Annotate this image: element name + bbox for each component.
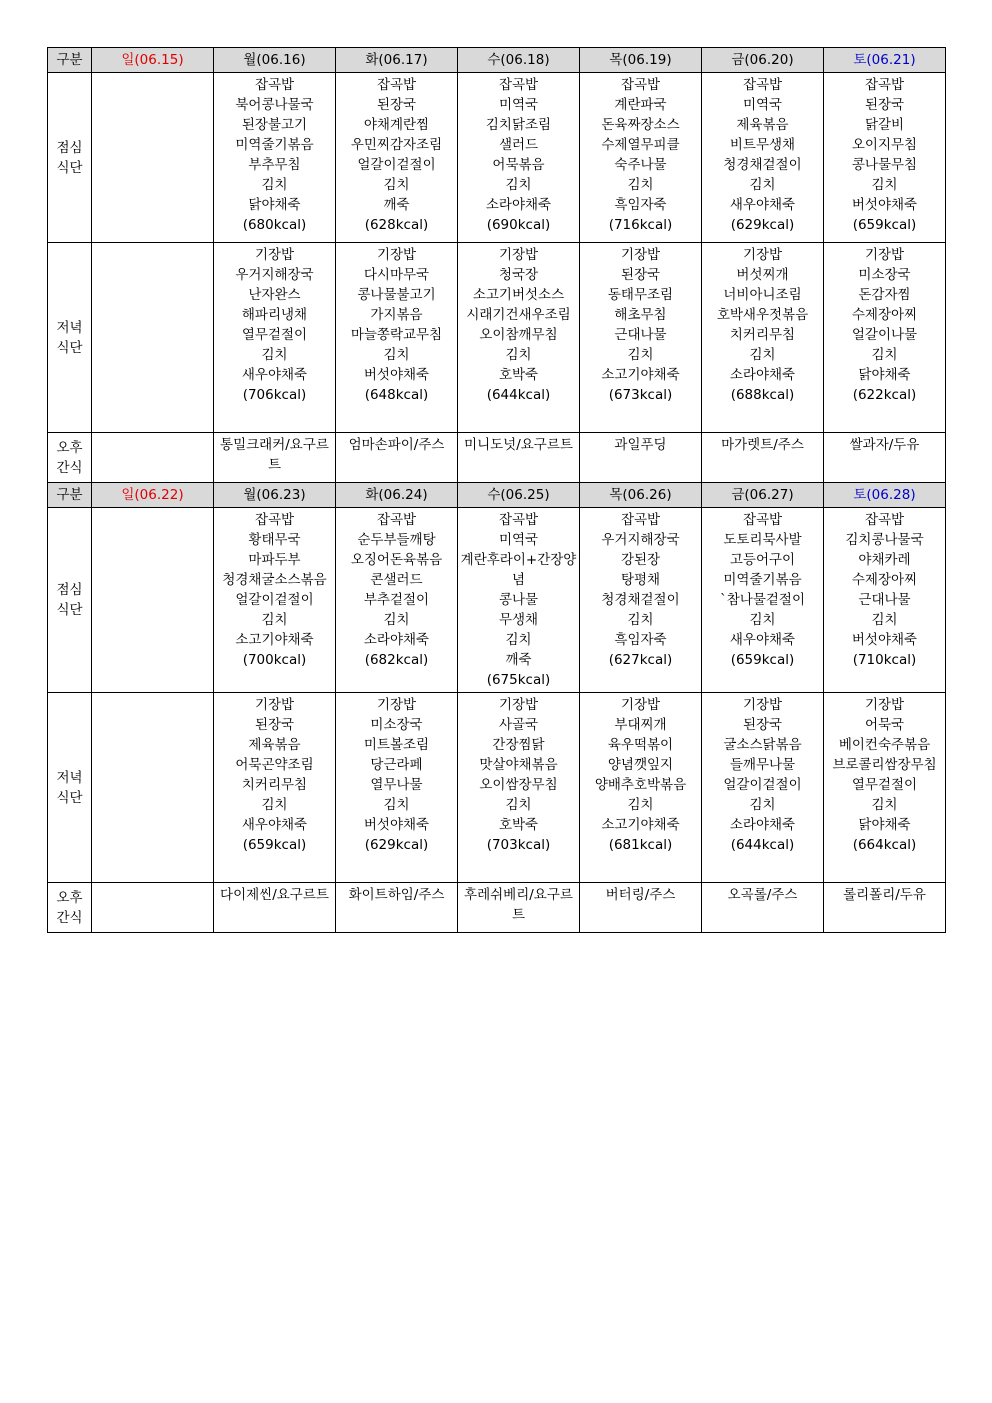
lunch-menu-item: 비트무생채: [729, 137, 796, 153]
dinner-menu-item: 맛살야채볶음: [479, 757, 558, 773]
dinner-menu-item: 김치: [383, 797, 410, 813]
dinner-menu-item: 김치: [505, 797, 532, 813]
lunch-menu-item: 닭갈비: [864, 117, 905, 133]
dinner-menu-item: 김치: [871, 347, 898, 363]
lunch-menu-item: 제육볶음: [736, 117, 789, 133]
lunch-cell-fri: [702, 73, 824, 243]
dinner-menu-item: 김치: [383, 347, 410, 363]
lunch-menu-item: 김치: [749, 612, 776, 628]
lunch-menu-item: 된장국: [864, 97, 905, 113]
lunch-menu-item: 잡곡밥: [254, 77, 295, 93]
lunch-menu-item: 김치: [871, 612, 898, 628]
dinner-cell-thu: [580, 693, 702, 883]
dinner-menu-item: 해파리냉채: [241, 307, 308, 323]
dinner-menu-item: 해초무침: [614, 307, 667, 323]
lunch-menu-item: 청경채굴소스볶음: [222, 572, 327, 588]
dinner-menu-item: 닭야채죽: [858, 367, 911, 383]
dinner-cell-fri: [702, 243, 824, 433]
dinner-menu-item: 열무겉절이: [241, 327, 308, 343]
dinner-menu-item: 버섯야채죽: [363, 367, 430, 383]
lunch-menu-item: (659kcal): [730, 652, 795, 668]
lunch-menu-item: 콩나물무침: [851, 157, 918, 173]
snack-cell-thu: 버터링/주스: [580, 883, 702, 933]
lunch-label: [48, 508, 92, 693]
dinner-menu-item: 얼갈이겉절이: [723, 777, 802, 793]
dinner-menu-item: 어묵곤약조림: [235, 757, 314, 773]
day-header-thu: 목(06.26): [580, 483, 702, 508]
dinner-menu-item: (681kcal): [608, 837, 673, 853]
dinner-menu-item: 기장밥: [864, 697, 905, 713]
lunch-menu-item: 야채계란찜: [363, 117, 430, 133]
dinner-menu-item: 동태무조림: [607, 287, 674, 303]
snack-cell-fri: 마가렛트/주스: [702, 433, 824, 483]
lunch-menu-item: 잡곡밥: [376, 512, 417, 528]
dinner-menu-item: 너비아니조림: [723, 287, 802, 303]
dinner-menu-item: 청국장: [498, 267, 539, 283]
dinner-menu-item: 미소장국: [858, 267, 911, 283]
dinner-menu-item: 기장밥: [620, 697, 661, 713]
dinner-menu-item: 된장국: [254, 717, 295, 733]
column-label-header: 구분: [48, 48, 92, 73]
lunch-row: [48, 508, 946, 693]
snack-cell-sun: [92, 433, 214, 483]
dinner-cell-sat: [824, 693, 946, 883]
lunch-menu-item: 강된장: [620, 552, 661, 568]
dinner-cell-mon: [214, 243, 336, 433]
day-header-tue: 화(06.17): [336, 48, 458, 73]
dinner-label: [48, 693, 92, 883]
dinner-menu-item: 기장밥: [498, 697, 539, 713]
dinner-menu-item: 브로콜리쌈장무침: [832, 757, 937, 773]
dinner-menu-item: 김치: [261, 797, 288, 813]
day-header-sun: 일(06.15): [92, 48, 214, 73]
lunch-menu-item: 김치닭조림: [485, 117, 552, 133]
dinner-menu-item: 근대나물: [614, 327, 667, 343]
day-header-sat: 토(06.28): [824, 483, 946, 508]
lunch-menu-item: 무생채: [498, 612, 539, 628]
dinner-menu-item: 된장국: [620, 267, 661, 283]
dinner-menu-item: 기장밥: [620, 247, 661, 263]
lunch-menu-item: 김치: [627, 612, 654, 628]
dinner-menu-item: 기장밥: [498, 247, 539, 263]
dinner-menu-item: 가지볶음: [370, 307, 423, 323]
dinner-menu-item: (644kcal): [486, 387, 551, 403]
lunch-menu-item: (710kcal): [852, 652, 917, 668]
lunch-menu-item: (675kcal): [486, 672, 551, 688]
dinner-menu-item: 김치: [505, 347, 532, 363]
dinner-menu-item: 시래기건새우조림: [466, 307, 571, 323]
dinner-menu-item: 양배추호박볶음: [594, 777, 687, 793]
lunch-menu-item: 황태무국: [248, 532, 301, 548]
lunch-menu-item: (716kcal): [608, 217, 673, 233]
lunch-cell-sat: [824, 508, 946, 693]
dinner-menu-item: 호박죽: [498, 367, 539, 383]
lunch-menu-item: 김치: [627, 177, 654, 193]
dinner-menu-item: 호박죽: [498, 817, 539, 833]
day-header-wed: 수(06.18): [458, 48, 580, 73]
dinner-label: [48, 243, 92, 433]
dinner-menu-item: 닭야채죽: [858, 817, 911, 833]
dinner-label-text: 저녁: [56, 769, 83, 786]
lunch-menu-item: 소라야채죽: [485, 197, 552, 213]
dinner-menu-item: (673kcal): [608, 387, 673, 403]
dinner-menu-item: 들깨무나물: [729, 757, 796, 773]
dinner-menu-item: 버섯찌개: [736, 267, 789, 283]
lunch-cell-mon: [214, 73, 336, 243]
lunch-menu-item: 콩나물: [498, 592, 539, 608]
lunch-menu-item: 미역줄기볶음: [723, 572, 802, 588]
week-header-row: [48, 483, 946, 508]
lunch-menu-item: 도토리묵사발: [723, 532, 802, 548]
lunch-cell-sat: [824, 73, 946, 243]
lunch-menu-item: 부추겉절이: [363, 592, 430, 608]
lunch-cell-tue: [336, 508, 458, 693]
dinner-menu-item: 어묵국: [864, 717, 905, 733]
dinner-label-text: 저녁: [56, 319, 83, 336]
lunch-menu-item: 흑임자죽: [614, 632, 667, 648]
lunch-menu-item: 버섯야채죽: [851, 632, 918, 648]
dinner-menu-item: 소라야채죽: [729, 367, 796, 383]
lunch-menu-item: 김치: [749, 177, 776, 193]
snack-cell-tue: 엄마손파이/주스: [336, 433, 458, 483]
dinner-menu-item: 김치: [627, 347, 654, 363]
lunch-menu-item: 새우야채죽: [729, 632, 796, 648]
lunch-menu-item: 잡곡밥: [254, 512, 295, 528]
meal-plan-table: [47, 47, 946, 933]
lunch-menu-item: (627kcal): [608, 652, 673, 668]
lunch-cell-thu: [580, 73, 702, 243]
day-header-fri: 금(06.20): [702, 48, 824, 73]
dinner-menu-item: 새우야채죽: [241, 367, 308, 383]
day-header-sun: 일(06.22): [92, 483, 214, 508]
dinner-menu-item: 기장밥: [254, 697, 295, 713]
snack-row: [48, 433, 946, 483]
lunch-menu-item: 버섯야채죽: [851, 197, 918, 213]
lunch-cell-fri: [702, 508, 824, 693]
lunch-label-text: 식단: [56, 159, 83, 176]
dinner-cell-wed: [458, 243, 580, 433]
dinner-menu-item: 기장밥: [742, 697, 783, 713]
lunch-menu-item: (680kcal): [242, 217, 307, 233]
dinner-menu-item: 김치: [627, 797, 654, 813]
snack-cell-thu: 과일푸딩: [580, 433, 702, 483]
dinner-menu-item: 소고기버섯소스: [472, 287, 565, 303]
day-header-thu: 목(06.19): [580, 48, 702, 73]
dinner-cell-sun: [92, 243, 214, 433]
dinner-menu-item: 열무나물: [370, 777, 423, 793]
dinner-menu-item: 소고기야채죽: [601, 367, 680, 383]
lunch-menu-item: 닭야채죽: [248, 197, 301, 213]
lunch-menu-item: 잡곡밥: [620, 77, 661, 93]
dinner-cell-wed: [458, 693, 580, 883]
dinner-menu-item: 호박새우젓볶음: [716, 307, 809, 323]
dinner-menu-item: 미트볼조림: [363, 737, 430, 753]
snack-label-text: 간식: [56, 909, 83, 926]
lunch-menu-item: 미역줄기볶음: [235, 137, 314, 153]
dinner-label-text: 식단: [56, 789, 83, 806]
day-header-tue: 화(06.24): [336, 483, 458, 508]
lunch-menu-item: 돈육짜장소스: [601, 117, 680, 133]
dinner-menu-item: 난자완스: [248, 287, 301, 303]
dinner-menu-item: (644kcal): [730, 837, 795, 853]
dinner-cell-sat: [824, 243, 946, 433]
lunch-menu-item: (682kcal): [364, 652, 429, 668]
dinner-menu-item: 마늘쫑락교무침: [350, 327, 443, 343]
week-header-row: [48, 48, 946, 73]
lunch-menu-item: 얼갈이겉절이: [235, 592, 314, 608]
dinner-menu-item: 김치: [749, 797, 776, 813]
lunch-menu-item: 순두부들깨탕: [357, 532, 436, 548]
lunch-menu-item: 얼갈이겉절이: [357, 157, 436, 173]
dinner-menu-item: 기장밥: [742, 247, 783, 263]
dinner-menu-item: 오이참깨무침: [479, 327, 558, 343]
lunch-menu-item: 샐러드: [498, 137, 539, 153]
lunch-cell-tue: [336, 73, 458, 243]
dinner-menu-item: 김치: [749, 347, 776, 363]
lunch-menu-item: 계란파국: [614, 97, 667, 113]
dinner-menu-item: 오이쌈장무침: [479, 777, 558, 793]
lunch-menu-item: 김치: [383, 177, 410, 193]
dinner-menu-item: 기장밥: [376, 247, 417, 263]
lunch-menu-item: 탕평채: [620, 572, 661, 588]
lunch-menu-item: 어묵볶음: [492, 157, 545, 173]
lunch-menu-item: 잡곡밥: [742, 77, 783, 93]
snack-label-text: 오후: [56, 439, 83, 456]
lunch-menu-item: 콘샐러드: [370, 572, 423, 588]
dinner-menu-item: 부대찌개: [614, 717, 667, 733]
lunch-menu-item: 마파두부: [248, 552, 301, 568]
dinner-menu-item: 소고기야채죽: [601, 817, 680, 833]
dinner-menu-item: 치커리무침: [241, 777, 308, 793]
dinner-menu-item: (688kcal): [730, 387, 795, 403]
lunch-row: [48, 73, 946, 243]
dinner-menu-item: 간장찜닭: [492, 737, 545, 753]
lunch-cell-sun: [92, 73, 214, 243]
dinner-cell-sun: [92, 693, 214, 883]
dinner-menu-item: 김치: [261, 347, 288, 363]
dinner-menu-item: 기장밥: [376, 697, 417, 713]
lunch-menu-item: 오징어돈육볶음: [350, 552, 443, 568]
lunch-cell-wed: [458, 73, 580, 243]
lunch-cell-thu: [580, 508, 702, 693]
dinner-menu-item: 버섯야채죽: [363, 817, 430, 833]
lunch-menu-item: 청경채겉절이: [601, 592, 680, 608]
dinner-cell-fri: [702, 693, 824, 883]
dinner-cell-thu: [580, 243, 702, 433]
column-label-header: 구분: [48, 483, 92, 508]
lunch-menu-item: 근대나물: [858, 592, 911, 608]
dinner-menu-item: 다시마무국: [363, 267, 430, 283]
dinner-cell-tue: [336, 693, 458, 883]
lunch-label-text: 식단: [56, 602, 83, 618]
lunch-cell-mon: [214, 508, 336, 693]
dinner-menu-item: (703kcal): [486, 837, 551, 853]
lunch-menu-item: 잡곡밥: [742, 512, 783, 528]
snack-cell-wed: 미니도넛/요구르트: [458, 433, 580, 483]
dinner-menu-item: 돈감자찜: [858, 287, 911, 303]
lunch-menu-item: 잡곡밥: [376, 77, 417, 93]
lunch-menu-item: 새우야채죽: [729, 197, 796, 213]
lunch-menu-item: 깨죽: [383, 197, 410, 213]
lunch-menu-item: 김치: [505, 177, 532, 193]
dinner-label-text: 식단: [56, 339, 83, 356]
lunch-menu-item: 잡곡밥: [620, 512, 661, 528]
lunch-menu-item: 미역국: [498, 532, 539, 548]
dinner-menu-item: (659kcal): [242, 837, 307, 853]
dinner-menu-item: (629kcal): [364, 837, 429, 853]
lunch-menu-item: 잡곡밥: [864, 77, 905, 93]
snack-label: [48, 883, 92, 933]
dinner-menu-item: (648kcal): [364, 387, 429, 403]
snack-label-text: 오후: [56, 889, 83, 906]
lunch-menu-item: 수제열무피클: [601, 137, 680, 153]
lunch-menu-item: 고등어구이: [729, 552, 796, 568]
lunch-menu-item: 잡곡밥: [498, 77, 539, 93]
dinner-row: [48, 693, 946, 883]
lunch-label-text: 점심: [56, 139, 83, 156]
lunch-menu-item: 오이지무침: [851, 137, 918, 153]
dinner-menu-item: 소라야채죽: [729, 817, 796, 833]
lunch-menu-item: 북어콩나물국: [235, 97, 314, 113]
dinner-menu-item: 우거지해장국: [235, 267, 314, 283]
dinner-menu-item: 새우야채죽: [241, 817, 308, 833]
lunch-menu-item: `참나물겉절이: [720, 592, 805, 608]
lunch-menu-item: 미역국: [498, 97, 539, 113]
lunch-menu-item: 청경채겉절이: [723, 157, 802, 173]
dinner-cell-mon: [214, 693, 336, 883]
day-header-wed: 수(06.25): [458, 483, 580, 508]
dinner-menu-item: 당근라페: [370, 757, 423, 773]
snack-cell-fri: 오곡롤/주스: [702, 883, 824, 933]
snack-cell-tue: 화이트하임/주스: [336, 883, 458, 933]
lunch-menu-item: (690kcal): [486, 217, 551, 233]
dinner-menu-item: 베이컨숙주볶음: [838, 737, 931, 753]
snack-cell-wed: 후레쉬베리/요구르트: [458, 883, 580, 933]
dinner-menu-item: 기장밥: [254, 247, 295, 263]
lunch-menu-item: 야채카레: [858, 552, 911, 568]
dinner-row: [48, 243, 946, 433]
lunch-cell-wed: [458, 508, 580, 693]
dinner-menu-item: (706kcal): [242, 387, 307, 403]
lunch-menu-item: 흑임자죽: [614, 197, 667, 213]
lunch-menu-item: 계란후라이+간장양념: [460, 552, 577, 588]
snack-cell-sat: 쌀과자/두유: [824, 433, 946, 483]
dinner-menu-item: (664kcal): [852, 837, 917, 853]
dinner-menu-item: 얼갈이나물: [851, 327, 918, 343]
dinner-cell-tue: [336, 243, 458, 433]
dinner-menu-item: 수제장아찌: [851, 307, 918, 323]
day-header-mon: 월(06.23): [214, 483, 336, 508]
dinner-menu-item: 된장국: [742, 717, 783, 733]
lunch-menu-item: 소라야채죽: [363, 632, 430, 648]
snack-label: [48, 433, 92, 483]
lunch-menu-item: 된장불고기: [241, 117, 308, 133]
lunch-menu-item: (629kcal): [730, 217, 795, 233]
snack-cell-mon: 다이제씬/요구르트: [214, 883, 336, 933]
snack-label-text: 간식: [56, 459, 83, 476]
lunch-menu-item: 김치: [505, 632, 532, 648]
lunch-menu-item: (628kcal): [364, 217, 429, 233]
lunch-menu-item: 김치: [383, 612, 410, 628]
dinner-menu-item: 기장밥: [864, 247, 905, 263]
dinner-menu-item: 양념깻잎지: [607, 757, 674, 773]
lunch-menu-item: 소고기야채죽: [235, 632, 314, 648]
lunch-menu-item: 잡곡밥: [864, 512, 905, 528]
lunch-menu-item: 우거지해장국: [601, 532, 680, 548]
lunch-menu-item: (659kcal): [852, 217, 917, 233]
day-header-sat: 토(06.21): [824, 48, 946, 73]
lunch-menu-item: 미역국: [742, 97, 783, 113]
dinner-menu-item: 콩나물불고기: [357, 287, 436, 303]
dinner-menu-item: 미소장국: [370, 717, 423, 733]
dinner-menu-item: 치커리무침: [729, 327, 796, 343]
meal-plan-body: [48, 48, 946, 933]
snack-row: [48, 883, 946, 933]
dinner-menu-item: 제육볶음: [248, 737, 301, 753]
lunch-menu-item: 우민찌감자조림: [350, 137, 443, 153]
lunch-menu-item: 김치콩나물국: [845, 532, 924, 548]
lunch-cell-sun: [92, 508, 214, 693]
lunch-menu-item: 김치: [871, 177, 898, 193]
dinner-menu-item: 열무겉절이: [851, 777, 918, 793]
lunch-menu-item: 수제장아찌: [851, 572, 918, 588]
lunch-menu-item: 숙주나물: [614, 157, 667, 173]
lunch-menu-item: 깨죽: [505, 652, 532, 668]
dinner-menu-item: 김치: [871, 797, 898, 813]
snack-cell-sun: [92, 883, 214, 933]
dinner-menu-item: 육우떡볶이: [607, 737, 674, 753]
lunch-menu-item: 된장국: [376, 97, 417, 113]
snack-cell-mon: 통밀크래커/요구르트: [214, 433, 336, 483]
lunch-label-text: 점심: [56, 582, 83, 598]
lunch-menu-item: 잡곡밥: [498, 512, 539, 528]
dinner-menu-item: 사골국: [498, 717, 539, 733]
day-header-mon: 월(06.16): [214, 48, 336, 73]
day-header-fri: 금(06.27): [702, 483, 824, 508]
lunch-menu-item: (700kcal): [242, 652, 307, 668]
lunch-menu-item: 김치: [261, 177, 288, 193]
dinner-menu-item: (622kcal): [852, 387, 917, 403]
lunch-menu-item: 김치: [261, 612, 288, 628]
snack-cell-sat: 롤리폴리/두유: [824, 883, 946, 933]
lunch-menu-item: 부추무침: [248, 157, 301, 173]
dinner-menu-item: 굴소스닭볶음: [723, 737, 802, 753]
lunch-label: [48, 73, 92, 243]
